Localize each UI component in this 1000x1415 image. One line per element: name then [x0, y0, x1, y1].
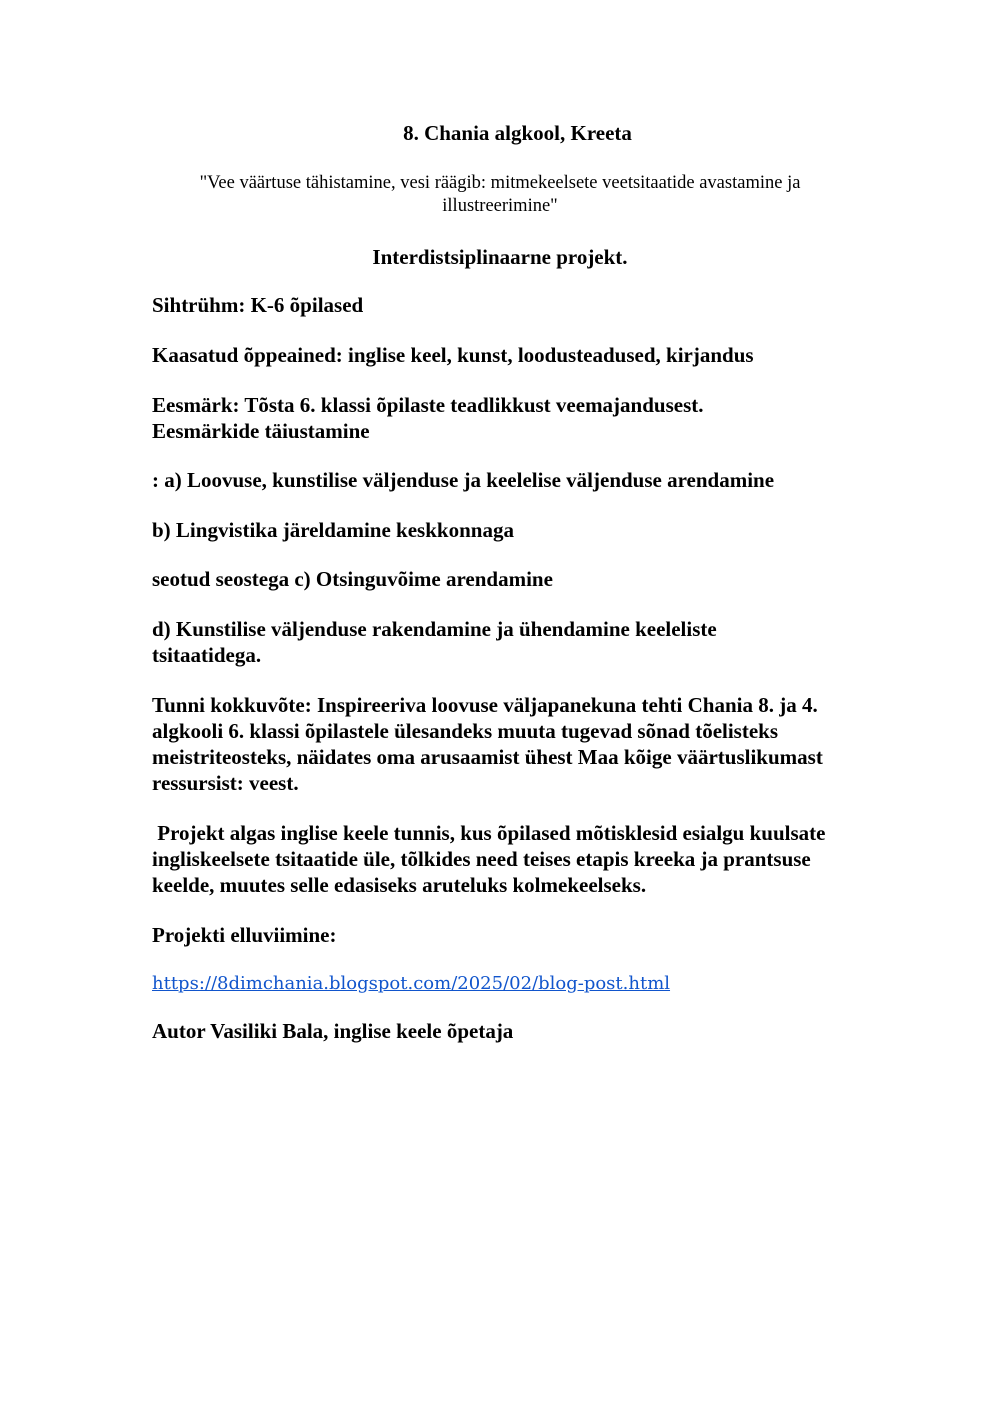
objective-a: : a) Loovuse, kunstilise väljenduse ja keelelise väljenduse arendamine [152, 468, 775, 492]
project-description: Projekt algas inglise keele tunnis, kus õpilased mõtisklesid esialgu kuulsate ingliskeelsete tsitaatide üle, tõlkides need teises etapis kreeka ja prantsuse keelde, muutes selle edasiseks aruteluks kolmekeelseks. [152, 821, 831, 897]
author: Autor Vasiliki Bala, inglise keele õpetaja [152, 1019, 514, 1043]
objective-c: seotud seostega c) Otsinguvõime arendamine [152, 567, 553, 591]
document-title: 8. Chania algkool, Kreeta [403, 121, 632, 145]
target-group: Sihtrühm: K-6 õpilased [152, 293, 364, 317]
lesson-summary: Tunni kokkuvõte: Inspireeriva loovuse väljapanekuna tehti Chania 8. ja 4. algkooli 6. klassi õpilastele ülesandeks muuta tugevad sõnad tõelisteks meistriteosteks, näidates oma arusaamist ühest Maa kõige väärtuslikumast ressursist: veest. [152, 693, 823, 795]
objective-d: d) Kunstilise väljenduse rakendamine ja ühendamine keeleliste tsitaatidega. [152, 617, 717, 667]
objective-b: b) Lingvistika järeldamine keskkonnaga [152, 518, 514, 542]
blog-post-link[interactable]: https://8dimchania.blogspot.com/2025/02/blog-post.html [152, 973, 671, 994]
project-subtitle: "Vee väärtuse tähistamine, vesi räägib: mitmekeelsete veetsitaatide avastamine ja illustreerimine" [199, 173, 801, 216]
subjects: Kaasatud õppeained: inglise keel, kunst, loodusteadused, kirjandus [152, 343, 754, 367]
goal: Eesmärk: Tõsta 6. klassi õpilaste teadlikkust veemajandusest. Eesmärkide täiustamine [152, 393, 704, 443]
implementation-heading: Projekti elluviimine: [152, 923, 337, 947]
project-type: Interdistsiplinaarne projekt. [372, 245, 628, 269]
